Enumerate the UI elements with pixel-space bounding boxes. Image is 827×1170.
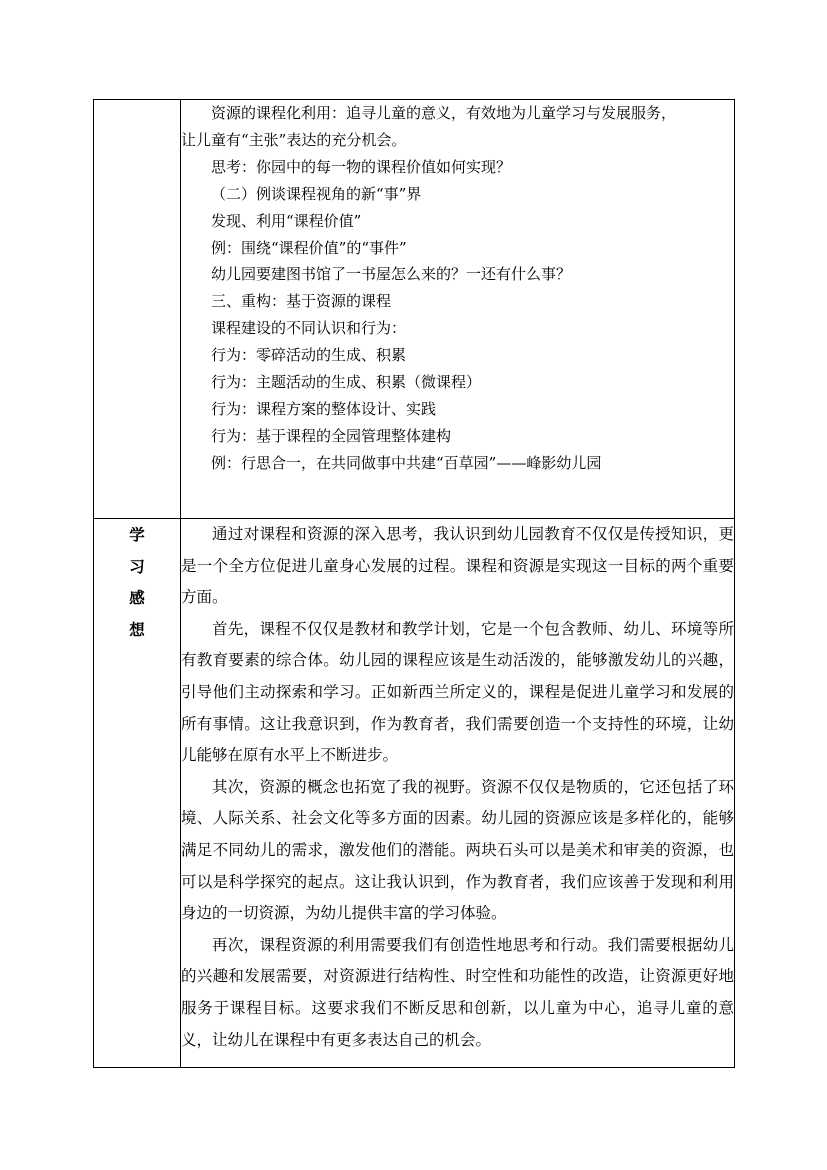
note-line: 例：围绕“课程价值”的“事件” — [211, 238, 407, 257]
reflection-paragraph: 首先，课程不仅仅是教材和教学计划，它是一个包含教师、幼儿、环境等所有教育要素的综合体。幼儿园的课程应该是生动活泼的，能够激发幼儿的兴趣，引导他们主动探索和学习。正如新西兰所定义的，课程是促进儿童学习和发展的所有事情。这让我意识到，作为教育者，我们需要创造一个支持性的环境，让幼儿能够在原有水平上不断进步。 — [181, 619, 734, 765]
note-line: 行为：课程方案的整体设计、实践 — [211, 399, 437, 418]
reflection-label — [94, 519, 181, 1068]
label-char: 感 — [129, 588, 145, 608]
label-char: 学 — [129, 525, 145, 544]
note-line: 资源的课程化利用：追寻儿童的意义，有效地为儿童学习与发展服务， — [211, 104, 677, 122]
reflection-paragraph: 其次，资源的概念也拓宽了我的视野。资源不仅仅是物质的，它还包括了环境、人际关系、社会文化等多方面的因素。幼儿园的资源应该是多样化的，能够满足不同幼儿的需求，激发他们的潜能。两块石头可以是美术和审美的资源，也可以是科学探究的起点。这让我认识到，作为教育者，我们应该善于发现和利用身边的一切资源，为幼儿提供丰富的学习体验。 — [181, 777, 734, 923]
note-line: 幼儿园要建图书馆了一书屋怎么来的？一还有什么事？ — [211, 265, 572, 284]
note-line: 三、重构：基于资源的课程 — [211, 292, 392, 311]
note-line: 行为：主题活动的生成、积累（微课程） — [211, 373, 482, 392]
notes-cell — [181, 100, 735, 519]
note-line: 让儿童有“主张”表达的充分机会。 — [181, 130, 407, 149]
note-line: 例：行思合一，在共同做事中共建“百草园”——峰影幼儿园 — [211, 453, 602, 472]
document-table — [93, 99, 735, 1068]
table-row-reflection — [94, 519, 735, 1068]
note-line: （二）例谈课程视角的新“事”界 — [211, 184, 422, 203]
label-char: 想 — [129, 619, 145, 639]
label-char: 习 — [129, 556, 145, 576]
reflection-paragraph: 通过对课程和资源的深入思考，我认识到幼儿园教育不仅仅是传授知识，更是一个全方位促进儿童身心发展的过程。课程和资源是实现这一目标的两个重要方面。 — [181, 525, 734, 607]
row-label-empty — [94, 100, 181, 519]
note-line: 课程建设的不同认识和行为： — [211, 319, 407, 338]
reflection-cell — [181, 519, 735, 1068]
note-line: 行为：基于课程的全园管理整体建构 — [211, 426, 452, 445]
note-line: 发现、利用“课程价值” — [211, 211, 362, 230]
note-line: 思考：你园中的每一物的课程价值如何实现？ — [211, 157, 512, 176]
table-row-notes — [94, 100, 735, 519]
note-line: 行为：零碎活动的生成、积累 — [211, 346, 407, 365]
reflection-paragraph: 再次，课程资源的利用需要我们有创造性地思考和行动。我们需要根据幼儿的兴趣和发展需要，对资源进行结构性、时空性和功能性的改造，让资源更好地服务于课程目标。这要求我们不断反思和创新，以儿童为中心，追寻儿童的意义，让幼儿在课程中有更多表达自己的机会。 — [181, 935, 734, 1049]
